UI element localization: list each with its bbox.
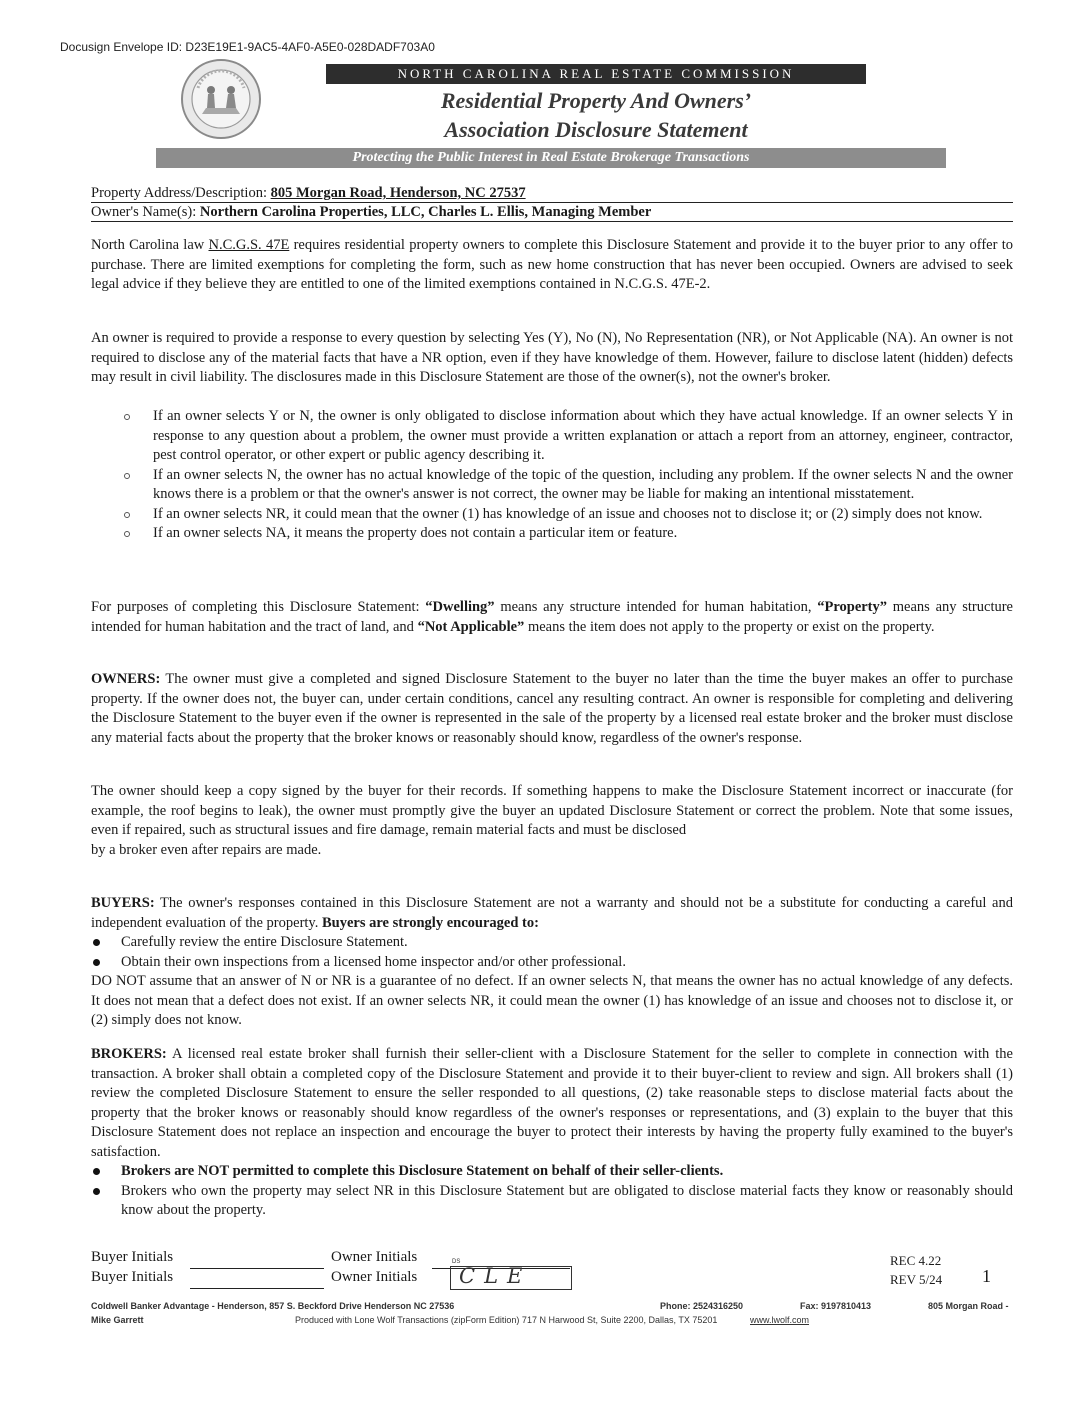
bullet-dot-icon (93, 1168, 100, 1175)
definitions-text: means the item does not apply to the property or exist on the property. (524, 618, 935, 635)
list-item (91, 933, 1013, 953)
footer-fax: Fax: 9197810413 (800, 1301, 872, 1311)
bullet-circle-icon (124, 473, 130, 479)
list-item (91, 953, 1013, 973)
owner-names-value[interactable]: Northern Carolina Properties, LLC, Charles L. Ellis, Managing Member (199, 204, 652, 220)
list-item (91, 524, 1013, 544)
buyers-paragraph (91, 894, 1013, 933)
broker-rules-list (91, 1162, 1013, 1221)
docusign-ds-mark: DS (452, 1259, 461, 1265)
nc-state-seal-icon (180, 58, 262, 140)
list-item (91, 1182, 1013, 1221)
document-title-line-2: Association Disclosure Statement (444, 117, 748, 142)
buyer-initials-label-1: Buyer Initials (91, 1249, 174, 1265)
page-number: 1 (982, 1266, 991, 1286)
brokers-heading: BROKERS: (91, 1046, 167, 1062)
owners-text: The owner must give a completed and signed Disclosure Statement to the buyer no later than the time the buyer makes an offer to purchase property. If the owner does not, the buyer can, under certain conditions, cancel any resulting contract. An owner is responsible for completing and delivering the Disclosure Statement to the buyer even if the owner is represented in the sale of the property by a licensed real estate broker and the broker must disclose any material facts about the property that the broker knows or reasonably should know, regardless of the owner's response. (91, 671, 1013, 746)
brokers-text: A licensed real estate broker shall furnish their seller-client with a Disclosure Statement for the seller to complete in connection with the transaction. A broker shall obtain a completed copy of the Disclosure Statement and provide it to their buyer-client to review and sign. All brokers shall (1) review the completed Disclosure Statement to ensure the seller responded to all questions, (2) take reasonable steps to disclose material facts about the property that the broker knows or reasonably should know regardless of the owner's responses or representations, and (3) explain to the buyer that this Disclosure Statement does not replace an inspection and encourage the buyer to protect their interests by having the property fully examined to the buyer's satisfaction. (91, 1046, 1013, 1160)
option-text: If an owner selects Y or N, the owner is only obligated to disclose information about which they have actual knowledge. If an owner selects Y in response to any question about a problem, the owner must provide a written explanation or attach a report from an attorney, engineer, contractor, pest control operator, or other expert or public agency describing it. (153, 408, 1013, 463)
bullet-circle-icon (124, 512, 130, 518)
buyer-recommendations-list (91, 933, 1013, 972)
term-dwelling: “Dwelling” (425, 599, 495, 615)
list-item (91, 505, 1013, 525)
form-revision: REV 5/24 (890, 1272, 943, 1287)
option-text: If an owner selects N, the owner has no actual knowledge of the topic of the question, including any problem. If the owner selects N and the owner knows there is a problem or that the owner's answer is not correct, the owner may be liable for making an intentional misstatement. (153, 466, 1013, 502)
owner-initials-label-2: Owner Initials (331, 1269, 418, 1285)
buyer-initials-field-1[interactable] (190, 1252, 324, 1269)
form-rec-number: REC 4.22 (890, 1253, 942, 1268)
keep-copy-text: The owner should keep a copy signed by the buyer for their records. If something happens to make the Disclosure Statement incorrect or inaccurate (for example, the roof begins to leak), the owner must promptly give the buyer an updated Disclosure Statement or correct the problem. Note that some issues, even if repaired, such as structural issues and fire damage, remain material facts and must be disclosed (91, 783, 1013, 838)
buyer-initials-field-2[interactable] (190, 1272, 324, 1289)
bullet-dot-icon (93, 939, 100, 946)
list-item (91, 466, 1013, 505)
definitions-text: means any structure intended for human habitation, (494, 599, 818, 615)
buyer-item-text: Carefully review the entire Disclosure Statement. (121, 934, 408, 950)
bullet-dot-icon (93, 959, 100, 966)
brokers-paragraph (91, 1045, 1013, 1162)
response-required-paragraph: An owner is required to provide a response to every question by selecting Yes (Y), No (N), No Representation (NR), or Not Applicable (NA). An owner is not required to disclose any of the material facts that have a NR option, even if they have knowledge of them. However, failure to disclose latent (hidden) defects may result in civil liability. The disclosures made in this Disclosure Statement are those of the owner(s), not the owner's broker. (91, 330, 1013, 385)
footer-agency: Coldwell Banker Advantage - Henderson, 857 S. Beckford Drive Henderson NC 27536 (91, 1301, 455, 1311)
property-address-row (91, 184, 1013, 203)
owner-names-row (91, 203, 1013, 222)
owner-initials-field-2[interactable] (450, 1266, 572, 1290)
law-prefix: North Carolina law (91, 237, 209, 253)
term-not-applicable: “Not Applicable” (417, 618, 525, 635)
option-text: If an owner selects NA, it means the property does not contain a particular item or feature. (153, 525, 678, 541)
docusign-envelope-id: Docusign Envelope ID: D23E19E1-9AC5-4AF0-A5E0-028DADF703A0 (60, 40, 435, 54)
document-title-line-1: Residential Property And Owners’ (440, 88, 752, 113)
property-address-value[interactable]: 805 Morgan Road, Henderson, NC 27537 (270, 185, 526, 201)
footer-phone: Phone: 2524316250 (660, 1301, 744, 1311)
term-property: “Property” (817, 599, 888, 615)
bullet-dot-icon (93, 1188, 100, 1195)
list-item (91, 407, 1013, 466)
owner-initials-label-1: Owner Initials (331, 1249, 418, 1265)
owners-heading: OWNERS: (91, 671, 161, 687)
footer-agent: Mike Garrett (91, 1315, 144, 1325)
buyers-heading: BUYERS: (91, 895, 155, 911)
definitions-text: means any structure intended for human habitation and the tract of land, and (91, 599, 1013, 635)
bullet-circle-icon (124, 414, 130, 420)
buyer-initials-label-2: Buyer Initials (91, 1269, 174, 1285)
response-options-list (91, 407, 1013, 544)
law-rest: requires residential property owners to complete this Disclosure Statement and provide it to the buyer prior to any offer to purchase. There are limited exemptions for completing the form, such as new home construction that has never been occupied. Owners are advised to seek legal advice if they believe they are entitled to one of the limited exemptions contained in N.C.G.S. 47E-2. (91, 237, 1013, 292)
owner-initials-signature: CLE (459, 1264, 532, 1288)
footer-property-ref: 805 Morgan Road - (928, 1301, 1009, 1311)
intro-law-paragraph (91, 236, 1013, 295)
broker-rule-bold: Brokers are NOT permitted to complete this Disclosure Statement on behalf of their seller-clients. (121, 1163, 724, 1179)
do-not-assume-paragraph: DO NOT assume that an answer of N or NR is a guarantee of no defect. If an owner selects N, that means the owner has no actual knowledge of any defects. It does not mean that a defect does not exist. If an owner selects NR, it could mean the owner (1) has knowledge of an issue and chooses not to disclose it, or (2) simply does not know. (91, 973, 1013, 1028)
owners-paragraph (91, 670, 1013, 748)
definitions-paragraph (91, 598, 1013, 637)
footer-produced-by: Produced with Lone Wolf Transactions (zipForm Edition) 717 N Harwood St, Suite 2200, Dallas, TX 75201 (295, 1315, 718, 1325)
buyers-text: The owner's responses contained in this Disclosure Statement are not a warranty and should not be a substitute for conducting a careful and independent evaluation of the property. (91, 895, 1013, 931)
tagline-banner: Protecting the Public Interest in Real Estate Brokerage Transactions (156, 148, 946, 168)
broker-rule-text: Brokers who own the property may select NR in this Disclosure Statement but are obligated to disclose material facts they know or reasonably should know about the property. (121, 1182, 1013, 1218)
footer-website-link[interactable]: www.lwolf.com (750, 1315, 810, 1325)
definitions-text: For purposes of completing this Disclosure Statement: (91, 599, 426, 615)
buyers-emphasis: Buyers are strongly encouraged to: (321, 914, 539, 931)
list-item (91, 1162, 1013, 1182)
ncgs-47e-link[interactable]: N.C.G.S. 47E (208, 237, 290, 253)
owner-names-label: Owner's Name(s): (91, 204, 197, 220)
buyer-item-text: Obtain their own inspections from a licensed home inspector and/or other professional. (121, 953, 626, 970)
bullet-circle-icon (124, 531, 130, 537)
keep-copy-text-end: by a broker even after repairs are made. (91, 841, 322, 858)
option-text: If an owner selects NR, it could mean that the owner (1) has knowledge of an issue and chooses not to disclose it; or (2) simply does not know. (153, 505, 983, 522)
commission-banner: NORTH CAROLINA REAL ESTATE COMMISSION (326, 64, 866, 84)
property-address-label: Property Address/Description: (91, 185, 267, 201)
owner-keep-copy-paragraph (91, 782, 1013, 860)
